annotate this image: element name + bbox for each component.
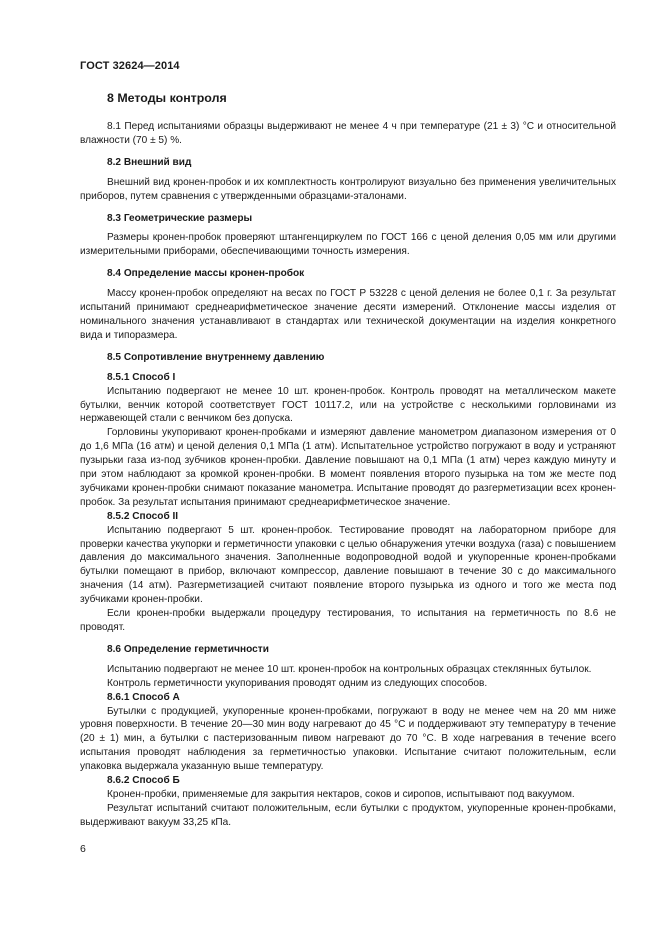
subsection-8-3-title: 8.3 Геометрические размеры bbox=[107, 212, 253, 224]
method-2-paragraph-1: Испытанию подвергают 5 шт. кронен-пробок. Тестирование проводят на лабораторном приборе для проверки качества укупорки и герметичности упаковки с целью обнаружения утечки воздуха (газа) с повышением давления до максимального значения. Заполненные водопроводной водой и укупоренные кронен-пробками бутылки помещают в прибор, включают компрессор, давление повышают в течение 30 с до максимального значения (14 атм). Разгерметизацией считают появление второго пузырька из одного и того же места под зубчиками кронен-пробки. bbox=[80, 524, 616, 606]
method-b-paragraph-1: Кронен-пробки, применяемые для закрытия нектаров, соков и сиропов, испытывают под вакуумом. bbox=[107, 788, 575, 800]
page-number: 6 bbox=[80, 843, 86, 855]
subsection-8-4-title: 8.4 Определение массы кронен-пробок bbox=[107, 268, 305, 280]
method-a-paragraph: Бутылки с продукцией, укупоренные кронен-пробками, погружают в воду не менее чем на 20 мм ниже уровня поверхности. В течение 20—30 мин воду нагревают до 45 °С и поддерживают эту температуру в течение (20 ± 1) мин, а бутылки с пастеризованным пивом нагревают до 70 °С. В ходе нагревания в течение всего испытания проводят наблюдения за герметичностью упаковки. Испытание считают положительным, если упаковка выдержала указанную выше температуру. bbox=[80, 705, 616, 773]
method-1-paragraph-2: Горловины укупоривают кронен-пробками и измеряют давление манометром диапазоном измерения от 0 до 1,6 МПа (16 атм) и ценой деления 0,1 МПа (1 атм). Испытательное устройство погружают в воду и устраняют пузырьки газа из-под зубчиков кронен-пробки. Давление повышают на 0,1 МПа (1 атм) через каждую минуту и при этом наблюдают за кромкой кронен-пробки. В момент появления второго пузырька на том же месте под зубчиками кронен-пробки снимают показание манометра. Испытание проводят до разгерметизации всех кронен-пробок. За результат испытания принимают среднеарифметическое значение. bbox=[80, 427, 616, 508]
subsection-8-6-title: 8.6 Определение герметичности bbox=[107, 643, 269, 655]
subsection-8-5-title: 8.5 Сопротивление внутреннему давлению bbox=[107, 351, 325, 363]
method-2-title: 8.5.2 Способ II bbox=[107, 510, 179, 522]
method-2-paragraph-2: Если кронен-пробки выдержали процедуру тестирования, то испытания на герметичность по 8.6 не проводят. bbox=[80, 608, 616, 633]
paragraph-8-4: Массу кронен-пробок определяют на весах по ГОСТ Р 53228 с ценой деления не более 0,1 г. За результат испытаний принимают среднеарифметическое значение десяти измерений. Отклонение массы изделия от номинального значения устанавливают в стандартах или технической документации на изделия конкретного вида и типоразмера. bbox=[80, 288, 616, 341]
document-body bbox=[80, 90, 616, 830]
method-1-title: 8.5.1 Способ I bbox=[107, 371, 176, 383]
method-a-title: 8.6.1 Способ А bbox=[107, 691, 180, 703]
paragraph-8-1: 8.1 Перед испытаниями образцы выдерживают не менее 4 ч при температуре (21 ± 3) °С и относительной влажности (70 ± 5) %. bbox=[80, 121, 616, 146]
paragraph-8-6-2: Контроль герметичности укупоривания проводят одним из следующих способов. bbox=[107, 677, 488, 689]
subsection-8-2-title: 8.2 Внешний вид bbox=[107, 156, 192, 168]
section-title: 8 Методы контроля bbox=[107, 91, 227, 105]
paragraph-8-2: Внешний вид кронен-пробок и их комплектность контролируют визуально без применения увеличительных приборов, путем сравнения с утвержденными образцами-эталонами. bbox=[80, 176, 616, 202]
method-b-title: 8.6.2 Способ Б bbox=[107, 775, 180, 787]
paragraph-8-3: Размеры кронен-пробок проверяют штангенциркулем по ГОСТ 166 с ценой деления 0,05 мм или другими измерительными приборами, обеспечивающими точность измерения. bbox=[80, 232, 616, 258]
method-1-paragraph-1: Испытанию подвергают не менее 10 шт. кронен-пробок. Контроль проводят на металлическом макете бутылки, венчик которой соответствует ГОСТ 10117.2, или на устройстве с несколькими горловинами из нержавеющей стали с венчиком без допуска. bbox=[80, 385, 616, 425]
document-header: ГОСТ 32624—2014 bbox=[80, 60, 180, 72]
paragraph-8-6-1: Испытанию подвергают не менее 10 шт. кронен-пробок на контрольных образцах стеклянных бутылок. bbox=[107, 663, 592, 675]
method-b-paragraph-2: Результат испытаний считают положительным, если бутылки с продуктом, укупоренные кронен-пробками, выдерживают вакуум 33,25 кПа. bbox=[80, 802, 616, 828]
